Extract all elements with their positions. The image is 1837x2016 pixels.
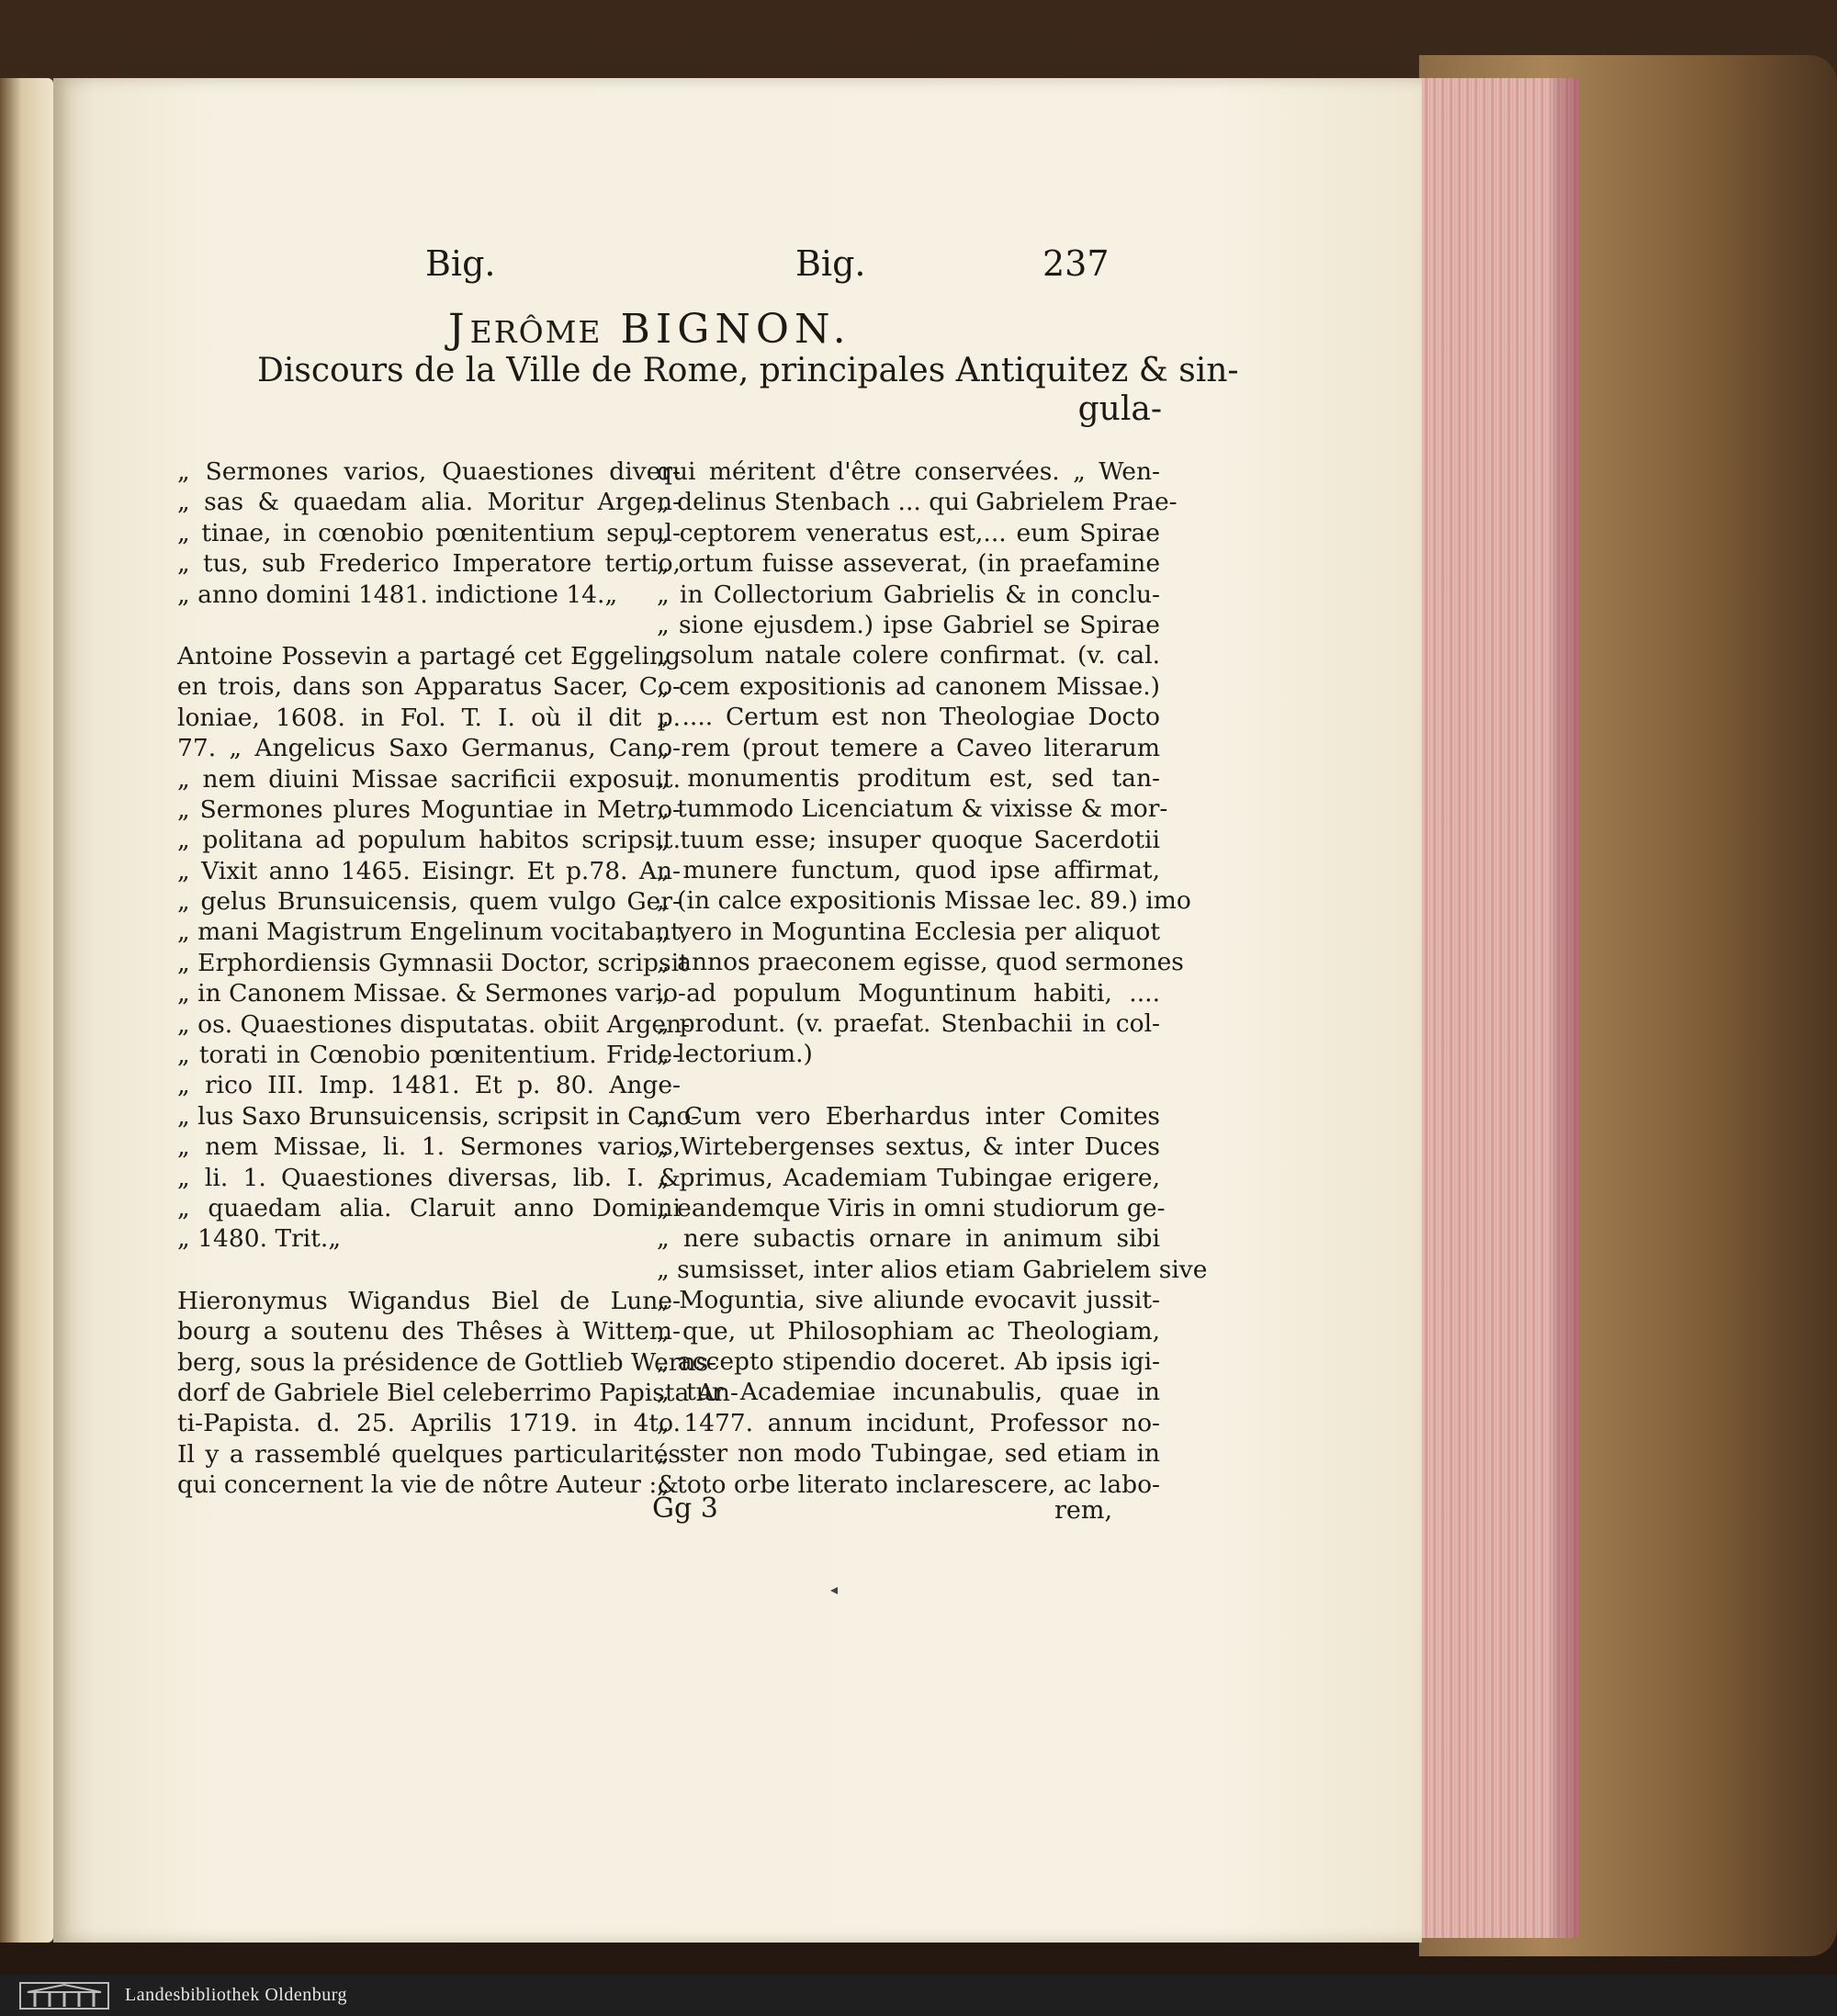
text-line: „ (in calce expositionis Missae lec. 89.) imo [657, 886, 1191, 916]
text-line: „ ortum fuisse asseverat, (in praefamine [657, 549, 1160, 579]
text-line: „ quaedam alia. Claruit anno Domini [177, 1193, 681, 1222]
section-heading [448, 306, 851, 353]
heading-surname: BIGNON. [620, 306, 851, 353]
text-line: „ produnt. (v. praefat. Stenbachii in col- [657, 1009, 1160, 1039]
text-line: „ rem (prout temere a Caveo literarum [657, 733, 1160, 762]
text-line: „ monumentis proditum est, sed tan- [657, 763, 1160, 793]
text-line: en trois, dans son Apparatus Sacer, Co- [177, 672, 681, 702]
text-line: „ delinus Stenbach ... qui Gabrielem Prae- [657, 488, 1178, 517]
text-line: qui concernent la vie de nôtre Auteur :& [177, 1470, 679, 1500]
signature-mark: Gg 3 [652, 1492, 718, 1525]
text-line: ti-Papista. d. 25. Aprilis 1719. in 4to. [177, 1409, 681, 1438]
text-line: „ anno domini 1481. indictione 14.„ [177, 580, 618, 609]
text-line: „ Cum vero Eberhardus inter Comites [657, 1101, 1160, 1131]
text-line: „ annos praeconem egisse, quod sermones [657, 948, 1184, 977]
text-line: „ gelus Brunsuicensis, quem vulgo Ger- [177, 887, 681, 917]
text-line: „ tur Academiae incunabulis, quae in [657, 1378, 1160, 1407]
text-line: „ ad populum Moguntinum habiti, .... [657, 978, 1160, 1008]
right-text-column [657, 456, 1208, 1500]
text-line: bourg a soutenu des Thêses à Wittem- [177, 1317, 681, 1346]
text-line: „ Erphordiensis Gymnasii Doctor, scripsit [177, 948, 689, 977]
text-line: „ rico III. Imp. 1481. Et p. 80. Ange- [177, 1071, 681, 1100]
text-line: „ lectorium.) [657, 1040, 813, 1069]
text-line: 77. „ Angelicus Saxo Germanus, Cano- [177, 734, 681, 763]
text-line: „ tummodo Licenciatum & vixisse & mor- [657, 794, 1168, 824]
page-number: 237 [1042, 243, 1110, 284]
running-head-center: Big. [795, 243, 866, 284]
text-line: „ Wirtebergenses sextus, & inter Duces [657, 1132, 1160, 1162]
text-line: „ nere subactis ornare in animum sibi [657, 1224, 1160, 1254]
book-title-line2: gula- [1077, 390, 1162, 428]
text-line: „ lus Saxo Brunsuicensis, scripsit in Cano- [177, 1101, 700, 1131]
text-line: „ sione ejusdem.) ipse Gabriel se Spirae [657, 610, 1160, 639]
text-line: „ Moguntia, sive aliunde evocavit jussit- [657, 1286, 1160, 1315]
book-title-line1: Discours de la Ville de Rome, principales Antiquitez & sin- [257, 352, 1239, 389]
text-line: „ Vixit anno 1465. Eisingr. Et p.78. An- [177, 856, 681, 885]
text-line: „ accepto stipendio doceret. Ab ipsis igi- [657, 1346, 1160, 1376]
text-line: „ toto orbe literato inclarescere, ac labo- [657, 1470, 1160, 1499]
text-line: „ sas & quaedam alia. Moritur Argen- [177, 488, 681, 517]
text-line: „ li. 1. Quaestiones diversas, lib. I. & [177, 1163, 681, 1192]
text-line: „ os. Quaestiones disputatas. obiit Argen- [177, 1009, 691, 1039]
text-line: berg, sous la présidence de Gottlieb Werns- [177, 1347, 717, 1377]
text-line: „ in Collectorium Gabrielis & in conclu- [657, 580, 1160, 609]
text-line: „ sumsisset, inter alios etiam Gabrielem sive [657, 1255, 1208, 1284]
text-line: „ in Canonem Missae. & Sermones vario- [177, 979, 686, 1008]
text-line: „ solum natale colere confirmat. (v. cal. [657, 641, 1160, 670]
text-line: „ politana ad populum habitos scripsit. [177, 826, 681, 855]
text-line: „ .... Certum est non Theologiae Docto [657, 703, 1160, 732]
paragraph-gap [657, 1070, 1160, 1101]
text-line: „ mani Magistrum Engelinum vocitabant, [177, 918, 689, 947]
text-line: „ tuum esse; insuper quoque Sacerdotii [657, 825, 1160, 854]
text-line: Hieronymus Wigandus Biel de Lune- [177, 1286, 681, 1315]
library-name: Landesbibliothek Oldenburg [125, 1985, 348, 2005]
catchword: rem, [1054, 1496, 1113, 1525]
text-line: „ torati in Cœnobio pœnitentium. Fride- [177, 1041, 681, 1070]
text-line: „ nem Missae, li. 1. Sermones varios, [177, 1132, 681, 1162]
text-line: „ 1477. annum incidunt, Professor no- [657, 1408, 1160, 1437]
paragraph-gap [177, 610, 681, 641]
printers-mark-icon: ◂ [830, 1581, 839, 1598]
page-block-shade [1552, 78, 1580, 1938]
footer-bar [0, 1975, 1837, 2016]
text-line: „ nem diuini Missae sacrificii exposuit. [177, 764, 681, 794]
paragraph-gap [177, 1255, 681, 1286]
text-line: „ cem expositionis ad canonem Missae.) [657, 671, 1160, 701]
text-line: „ tinae, in cœnobio pœnitentium sepul- [177, 518, 681, 547]
book-page [53, 78, 1422, 1943]
text-line: „ Sermones varios, Quaestiones diver- [177, 457, 681, 486]
text-line: Il y a rassemblé quelques particularités [177, 1439, 681, 1469]
text-line: Antoine Possevin a partagé cet Eggeling [177, 641, 681, 670]
text-line: dorf de Gabriele Biel celeberrimo Papista An- [177, 1378, 738, 1407]
text-line: „ ster non modo Tubingae, sed etiam in [657, 1439, 1160, 1469]
heading-initial: J [448, 306, 470, 353]
library-building-icon [18, 1981, 110, 2010]
text-line: „ vero in Moguntina Ecclesia per aliquot [657, 917, 1160, 946]
text-line: „ munere functum, quod ipse affirmat, [657, 856, 1160, 885]
text-line: „ que, ut Philosophiam ac Theologiam, [657, 1316, 1160, 1346]
text-line: loniae, 1608. in Fol. T. I. où il dit p. [177, 703, 681, 732]
heading-forename: ERÔME [469, 314, 603, 350]
text-line: „ eandemque Viris in omni studiorum ge- [657, 1193, 1166, 1222]
text-line: qui méritent d'être conservées. „ Wen- [657, 457, 1160, 486]
running-head-left: Big. [425, 243, 496, 284]
text-line: „ 1480. Trit.„ [177, 1224, 342, 1254]
text-line: „ Sermones plures Moguntiae in Metro- [177, 794, 681, 824]
text-line: „ tus, sub Frederico Imperatore tertio, [177, 549, 681, 579]
text-line: „ primus, Academiam Tubingae erigere, [657, 1163, 1160, 1192]
text-line: „ ceptorem veneratus est,... eum Spirae [657, 518, 1160, 547]
facing-page-edge [0, 78, 53, 1943]
